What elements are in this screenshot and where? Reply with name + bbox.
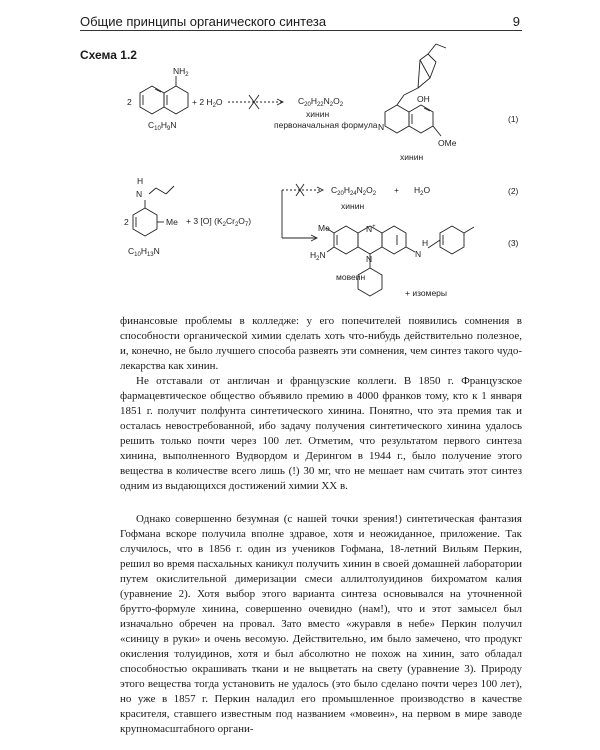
eq2-reagent: + 3 [O] $(K_2Cr_2O_7)$: [186, 216, 252, 228]
eq3-product-name: мовеин: [336, 272, 366, 282]
eq2-reactant-formula: $C_{10}H_{13}N$: [128, 246, 160, 258]
eq3-nh-h: H: [422, 238, 429, 248]
eq3-number: (3): [508, 238, 519, 248]
eq2-coefficient: 2: [124, 217, 129, 227]
eq2-number: (2): [508, 186, 519, 196]
eq1-amine-label: $NH_2$: [173, 66, 189, 78]
eq1-product-name: хинин: [306, 109, 330, 119]
quinine-structure: [385, 44, 446, 136]
eq2-branch-arrows: [282, 184, 323, 241]
paragraph-2: Не отставали от англичан и французские коллеги. В 1850 г. Французское фармацевтическое общество объявило премию в 4000 франков тому, кто к 1 января 1851 г. получит полфунта синтетического хинина. Понятно, что эта премия так и осталась невостребованной, ибо задачу получения синтетического хинина удалось решить только почти через 100 лет. Отметим, что результатом первого синтеза хинина, выполненного Вудвордом и Дерингом в 1944 г., было получение этого вещества в количестве всего лишь (!) 30 мг, что не мешает нам считать этот синтез одним из выдающихся достижений химии XX в.: [120, 375, 522, 492]
eq2-product-formula: $C_{20}H_{24}N_2O_2$: [331, 185, 377, 197]
scheme-title: Схема 1.2: [80, 48, 137, 62]
eq3-nh-n: N: [415, 249, 422, 259]
eq1-coefficient: 2: [127, 97, 132, 107]
eq3-ring-n: N: [366, 254, 373, 264]
page-number: 9: [512, 14, 520, 29]
eq3-amine: $H_2N$: [310, 250, 326, 262]
eq3-isomers: + изомеры: [405, 288, 448, 298]
running-title: Общие принципы органического синтеза: [80, 14, 327, 29]
eq1-reactant-formula: $C_{10}H_9N$: [148, 120, 177, 132]
reaction-scheme: [0, 0, 600, 310]
eq1-plus-water: + 2 $H_2O$: [192, 97, 223, 109]
paragraph-1: финансовые проблемы в колледже: у его попечителей появились сомнения в способности органической химии сделать хоть что-нибудь действительно полезное, и, конечно, не было лучшего способа развеять эти сомнения, чем синтез такого чудо-лекарства как хинин.: [120, 315, 522, 372]
eq1-product-formula: $C_{20}H_{22}N_2O_2$: [298, 96, 344, 108]
mauveine-structure: [326, 226, 474, 296]
eq2-methyl: Me: [166, 217, 178, 227]
eq1-crossed-arrow: [228, 95, 283, 109]
eq2-h-label: H: [137, 176, 144, 186]
eq3-n-plus: N+: [366, 224, 376, 234]
eq1-number: (1): [508, 114, 519, 124]
eq2-n-label: N: [136, 189, 143, 199]
eq1-product-note: первоначальная формула: [274, 120, 378, 130]
eq2-water: $H_2O$: [414, 185, 431, 197]
quinine-methoxy: OMe: [438, 138, 457, 148]
eq3-methyl: Me: [318, 223, 330, 233]
quinine-oh: OH: [417, 94, 430, 104]
naphthylamine-structure: [140, 76, 188, 114]
paragraph-3: Однако совершенно безумная (с нашей точки зрения!) синтетическая фантазия Гофмана вскоре получила вполне здравое, хотя и неожиданное, приложение. Так случилось, что в 1856 г. один из учеников Гофмана, 18-летний Вильям Перкин, решил во время пасхальных каникул получить хинин в своей домашней лаборатории путем окислительной димеризации смеси аллилтолуидинов бихроматом калия (уравнение 2). Хотя выбор этого варианта синтеза основывался на уточненной брутто-формуле хинина, совершенно очевидно (нам!), что и этот замысел был изначально обречен на провал. Зато вместо «журавля в небе» Перкин получил «синицу в руки» и очень весомую. Действительно, им было замечено, что продукт окисления толуидинов, хотя и был абсолютно не похож на хинин, зато обладал способностью окрашивать ткани и не выцветать на свету (уравнение 3). Природу этого вещества тогда установить не удалось (это было сделано почти через 100 лет), но уже в 1857 г. Перкин наладил его промышленное производство в качестве красителя, ставшего известным под названием «мовеин», на первом в мире заводе крупномасштабного органи-: [120, 513, 522, 735]
quinine-ring-n: N: [378, 122, 385, 132]
eq2-plus: +: [394, 185, 399, 195]
eq2-product-name: хинин: [341, 201, 365, 211]
quinine-label: хинин: [400, 152, 424, 162]
